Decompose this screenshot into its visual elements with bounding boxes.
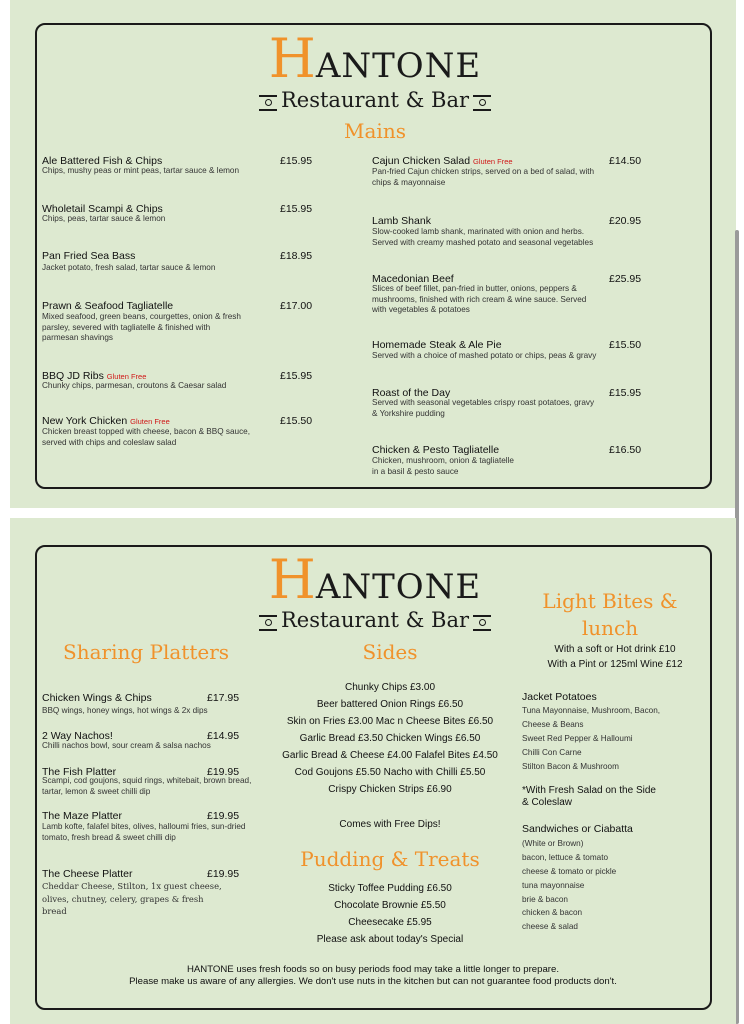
menu-item-desc: Served with a choice of mashed potato or chips, peas & gravy	[372, 351, 597, 360]
plate-icon	[259, 615, 277, 631]
pudding-line: Please ask about today's Special	[316, 934, 464, 945]
menu-item-price: £15.95	[280, 203, 313, 215]
menu-item-price: £17.00	[280, 300, 313, 312]
menu-item-name: The Cheese Platter	[42, 868, 133, 880]
menu-item-desc: Slow-cooked lamb shank, marinated with onion and herbs. Served with creamy mashed potato and seasonal vegetables	[372, 227, 594, 247]
menu-item-price: £19.95	[207, 868, 240, 880]
brand-subtitle-row	[250, 89, 500, 112]
sandwiches-title: Sandwiches or Ciabatta	[522, 823, 633, 835]
pudding-line: Chocolate Brownie £5.50	[334, 900, 446, 911]
menu-item-price: £14.95	[207, 730, 240, 742]
menu-item-name: Roast of the Day	[372, 387, 451, 399]
section-title-mains: Mains	[344, 119, 406, 143]
brand-logo	[250, 27, 500, 90]
light-offer-drink: With a soft or Hot drink £10	[554, 644, 676, 655]
menu-item-price: £19.95	[207, 810, 240, 822]
menu-item-desc: Chicken breast topped with cheese, bacon & BBQ sauce, served with chips and coleslaw salad	[42, 427, 250, 447]
menu-item-price: £25.95	[609, 273, 642, 285]
menu-item-name: New York Chicken Gluten Free	[42, 415, 170, 427]
menu-item-price: £15.50	[609, 339, 642, 351]
menu-item-price: £18.95	[280, 250, 313, 262]
brand-subtitle-row	[250, 609, 500, 632]
menu-item-name: Ale Battered Fish & Chips	[42, 155, 163, 167]
gluten-free-tag: Gluten Free	[472, 157, 513, 166]
side-line: Skin on Fries £3.00 Mac n Cheese Bites £6.50	[286, 716, 494, 727]
jacket-line: Cheese & Beans	[522, 720, 584, 729]
jacket-line: Chilli Con Carne	[522, 748, 582, 757]
menu-item-name: Wholetail Scampi & Chips	[42, 203, 163, 215]
menu-item-name: The Maze Platter	[42, 810, 122, 822]
light-offer-pint: With a Pint or 125ml Wine £12	[547, 659, 683, 670]
footer-note-2: Please make us aware of any allergies. We don't use nuts in the kitchen but can not guarantee food products don't.	[129, 976, 617, 987]
brand-subtitle: Restaurant & Bar	[280, 88, 470, 112]
brand-initial: H	[268, 548, 316, 611]
brand-name: ANTONE	[315, 567, 482, 607]
side-line: Garlic Bread £3.50 Chicken Wings £6.50	[299, 733, 481, 744]
pudding-line: Cheesecake £5.95	[348, 917, 432, 928]
sandwich-line: cheese & salad	[522, 922, 578, 931]
section-title-sharing: Sharing Platters	[63, 640, 230, 664]
side-line: Crispy Chicken Strips £6.90	[328, 784, 452, 795]
sandwich-line: cheese & tomato or pickle	[522, 867, 617, 876]
menu-item-desc: Jacket potato, fresh salad, tartar sauce & lemon	[42, 263, 216, 272]
menu-item-price: £15.95	[609, 387, 642, 399]
side-line: Beer battered Onion Rings £6.50	[316, 699, 464, 710]
menu-item-price: £15.50	[280, 415, 313, 427]
menu-item-name: Prawn & Seafood Tagliatelle	[42, 300, 174, 312]
menu-item-desc: Served with seasonal vegetables crispy roast potatoes, gravy & Yorkshire pudding	[372, 398, 595, 418]
menu-item-name: BBQ JD Ribs Gluten Free	[42, 370, 147, 382]
sandwich-line: brie & bacon	[522, 895, 568, 904]
menu-item-price: £16.50	[609, 444, 642, 456]
menu-item-desc: Cheddar Cheese, Stilton, 1x guest cheese, olives, chutney, celery, grapes & fresh bread	[42, 881, 222, 916]
sandwich-line: (White or Brown)	[522, 839, 584, 848]
side-line: Cod Goujons £5.50 Nacho with Chilli £5.50	[294, 767, 486, 778]
menu-item-name: The Fish Platter	[42, 766, 117, 778]
menu-item-price: £14.50	[609, 155, 642, 167]
menu-item-desc: Chicken, mushroom, onion & tagliatelle in a basil & pesto sauce	[372, 456, 514, 476]
section-title-pudding: Pudding & Treats	[300, 847, 480, 871]
menu-item-name: Chicken Wings & Chips	[42, 692, 152, 704]
side-line: Garlic Bread & Cheese £4.00 Falafel Bites £4.50	[282, 750, 498, 761]
menu-item-desc: Pan-fried Cajun chicken strips, served on a bed of salad, with chips & mayonnaise	[372, 167, 595, 187]
sandwich-line: tuna mayonnaise	[522, 881, 585, 890]
cocktail-icon	[473, 95, 491, 111]
menu-item-desc: Lamb kofte, falafel bites, olives, halloumi fries, sun-dried tomato, fresh bread & sweet chilli dip	[42, 822, 246, 842]
menu-item-desc: Mixed seafood, green beans, courgettes, onion & fresh parsley, severed with tagliatelle & finished with parmesan shavings	[42, 312, 241, 342]
footer-note-1: HANTONE uses fresh foods so on busy periods food may take a little longer to prepare.	[186, 964, 560, 975]
menu-item-price: £17.95	[207, 692, 240, 704]
salad-note-2: & Coleslaw	[522, 797, 573, 808]
menu-item-name: Pan Fried Sea Bass	[42, 250, 136, 262]
brand-initial: H	[268, 27, 316, 90]
menu-item-name: Lamb Shank	[372, 215, 431, 227]
jacket-line: Tuna Mayonnaise, Mushroom, Bacon,	[522, 706, 661, 715]
menu-item-name: Cajun Chicken Salad Gluten Free	[372, 155, 513, 167]
section-title-lunch: lunch	[581, 616, 639, 640]
menu-item-desc: Chips, peas, tartar sauce & lemon	[42, 214, 166, 223]
gluten-free-tag: Gluten Free	[106, 372, 147, 381]
jacket-line: Sweet Red Pepper & Halloumi	[522, 734, 633, 743]
pudding-line: Sticky Toffee Pudding £6.50	[328, 883, 452, 894]
sandwich-line: bacon, lettuce & tomato	[522, 853, 609, 862]
plate-icon	[259, 95, 277, 111]
menu-item-price: £15.95	[280, 370, 313, 382]
brand-logo	[250, 548, 500, 611]
menu-item-name: 2 Way Nachos!	[42, 730, 113, 742]
menu-item-name: Macedonian Beef	[372, 273, 454, 285]
menu-item-price: £19.95	[207, 766, 240, 778]
menu-item-name: Homemade Steak & Ale Pie	[372, 339, 502, 351]
menu-item-name: Chicken & Pesto Tagliatelle	[372, 444, 500, 456]
sides-note: Comes with Free Dips!	[339, 819, 441, 830]
sandwich-line: chicken & bacon	[522, 908, 583, 917]
menu-item-price: £15.95	[280, 155, 313, 167]
section-title-sides: Sides	[362, 640, 418, 664]
section-title-light-bites: Light Bites &	[542, 589, 678, 613]
cocktail-icon	[473, 615, 491, 631]
jacket-line: Stilton Bacon & Mushroom	[522, 762, 619, 771]
menu-item-desc: Chips, mushy peas or mint peas, tartar sauce & lemon	[42, 166, 240, 175]
jacket-potatoes-title: Jacket Potatoes	[522, 691, 597, 703]
salad-note: *With Fresh Salad on the Side	[522, 785, 656, 796]
menu-item-desc: BBQ wings, honey wings, hot wings & 2x dips	[42, 706, 208, 715]
brand-name: ANTONE	[315, 46, 482, 86]
menu-item-desc: Chunky chips, parmesan, croutons & Caesar salad	[42, 381, 227, 390]
gluten-free-tag: Gluten Free	[130, 417, 170, 426]
menu-item-desc: Chilli nachos bowl, sour cream & salsa nachos	[42, 741, 211, 750]
menu-item-desc: Slices of beef fillet, pan-fried in butter, onions, peppers & mushrooms, finished with rich cream & wine sauce. Served with vegetables & potatoes	[372, 284, 587, 314]
side-line: Chunky Chips £3.00	[344, 682, 436, 693]
menu-item-desc: Scampi, cod goujons, squid rings, whitebait, brown bread, tartar, lemon & sweet chilli dip	[42, 776, 252, 796]
brand-subtitle: Restaurant & Bar	[280, 608, 470, 632]
menu-item-price: £20.95	[609, 215, 642, 227]
